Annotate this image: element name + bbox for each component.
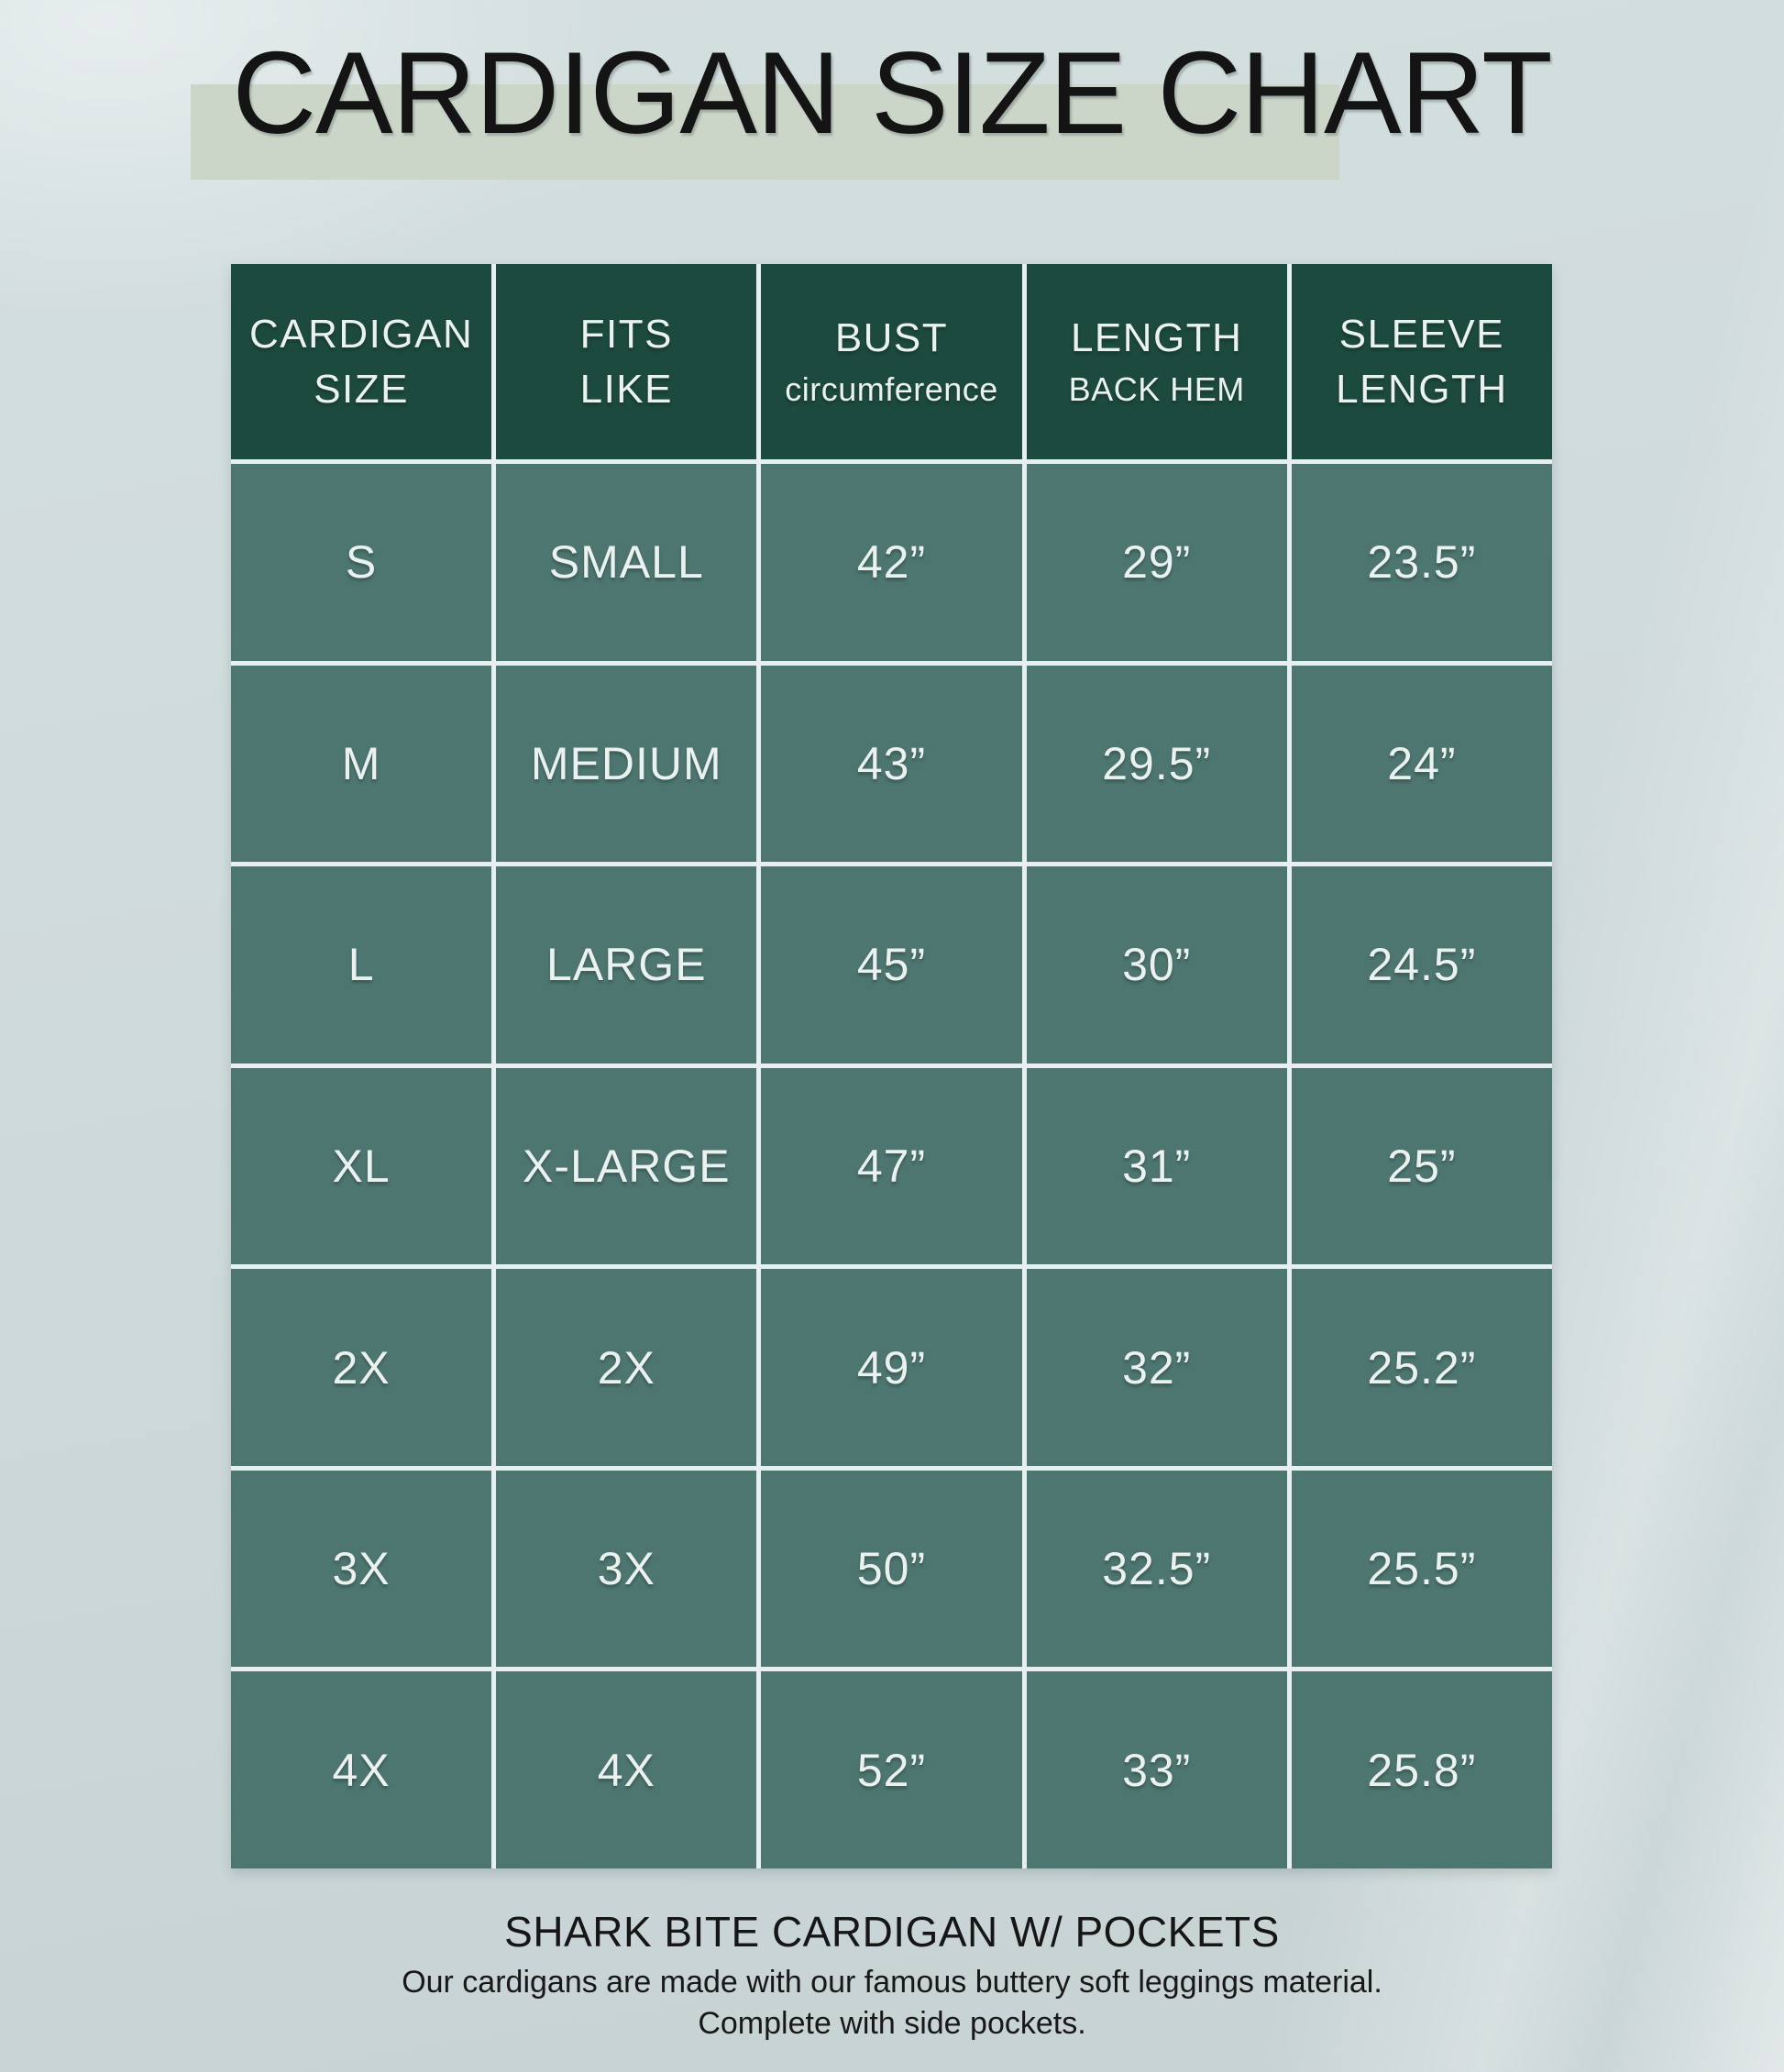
table-cell: 49” xyxy=(761,1269,1021,1466)
header-cell-length xyxy=(1027,264,1287,459)
table-cell: 3X xyxy=(496,1471,756,1668)
table-cell: 45” xyxy=(761,866,1021,1064)
header-label: LENGTH xyxy=(1070,314,1243,360)
table-cell: LARGE xyxy=(496,866,756,1064)
table-cell: M xyxy=(231,666,491,863)
table-cell: 25.5” xyxy=(1292,1471,1552,1668)
header-label: CARDIGAN xyxy=(248,311,474,357)
header-cell-sleeve-length xyxy=(1292,264,1552,459)
header-cell-fits-like xyxy=(496,264,756,459)
table-cell: 29.5” xyxy=(1027,666,1287,863)
table-cell: 2X xyxy=(496,1269,756,1466)
table-cell: 25.8” xyxy=(1292,1671,1552,1868)
table-cell: XL xyxy=(231,1068,491,1265)
table-cell: 23.5” xyxy=(1292,464,1552,661)
table-cell: L xyxy=(231,866,491,1064)
table-cell: MEDIUM xyxy=(496,666,756,863)
product-description-line: Our cardigans are made with our famous buttery soft leggings material. xyxy=(402,1965,1382,2000)
header-sublabel: BACK HEM xyxy=(1068,369,1245,408)
table-cell: 24” xyxy=(1292,666,1552,863)
page-title: CARDIGAN SIZE CHART xyxy=(232,28,1552,158)
table-cell: 2X xyxy=(231,1269,491,1466)
product-description xyxy=(0,1962,1784,2044)
table-cell: SMALL xyxy=(496,464,756,661)
table-cell: 4X xyxy=(496,1671,756,1868)
header-label: BUST xyxy=(834,314,949,360)
table-cell: 29” xyxy=(1027,464,1287,661)
table-cell: 31” xyxy=(1027,1068,1287,1265)
table-cell: 30” xyxy=(1027,866,1287,1064)
table-cell: 33” xyxy=(1027,1671,1287,1868)
header-label: LENGTH xyxy=(1336,366,1508,412)
header-cell-cardigan-size xyxy=(231,264,491,459)
header-label: LIKE xyxy=(579,366,673,412)
table-cell: 42” xyxy=(761,464,1021,661)
product-name: SHARK BITE CARDIGAN W/ POCKETS xyxy=(504,1908,1280,1956)
table-cell: 25” xyxy=(1292,1068,1552,1265)
size-chart-table xyxy=(231,264,1552,1868)
table-cell: 47” xyxy=(761,1068,1021,1265)
table-cell: S xyxy=(231,464,491,661)
table-cell: 3X xyxy=(231,1471,491,1668)
table-cell: 25.2” xyxy=(1292,1269,1552,1466)
table-cell: 24.5” xyxy=(1292,866,1552,1064)
table-cell: 52” xyxy=(761,1671,1021,1868)
product-description-line: Complete with side pockets. xyxy=(698,2006,1086,2041)
table-cell: 43” xyxy=(761,666,1021,863)
header-label: SLEEVE xyxy=(1338,311,1504,357)
header-label: FITS xyxy=(579,311,673,357)
header-cell-bust xyxy=(761,264,1021,459)
table-cell: X-LARGE xyxy=(496,1068,756,1265)
table-cell: 32” xyxy=(1027,1269,1287,1466)
header-sublabel: circumference xyxy=(785,369,998,408)
table-cell: 32.5” xyxy=(1027,1471,1287,1668)
table-cell: 50” xyxy=(761,1471,1021,1668)
header-label: SIZE xyxy=(314,366,409,412)
table-cell: 4X xyxy=(231,1671,491,1868)
